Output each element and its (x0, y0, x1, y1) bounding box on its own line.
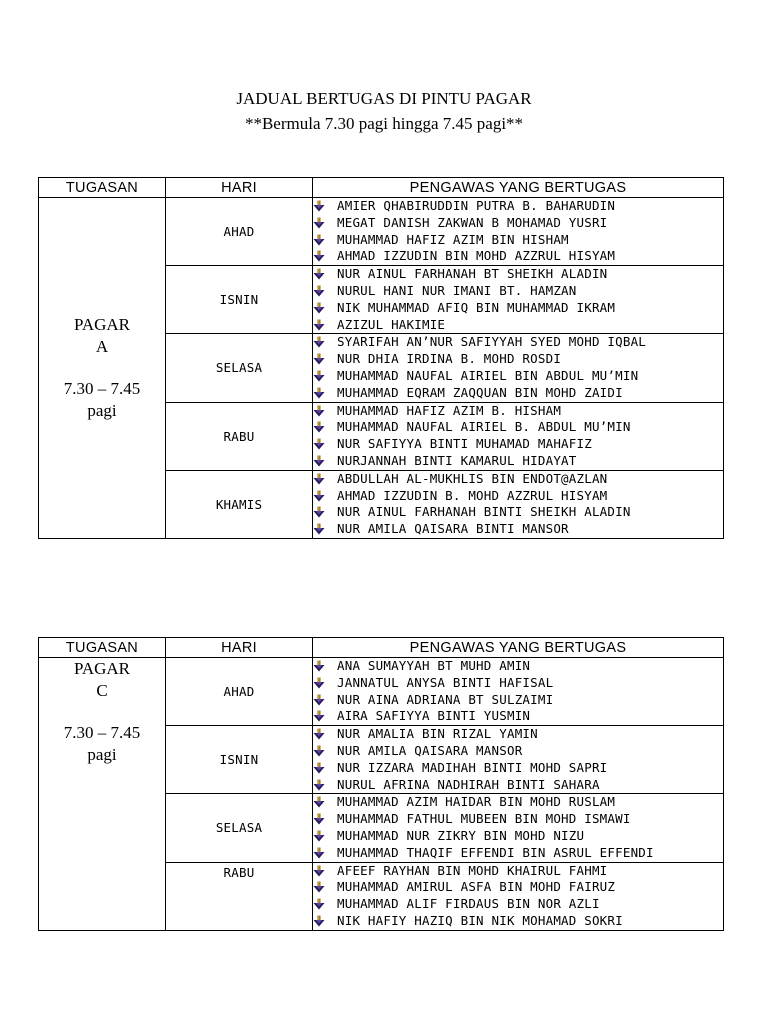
list-item (313, 283, 723, 300)
list-item (313, 436, 723, 453)
arrow-down-bullet-icon (313, 217, 325, 229)
prefect-name: NIK MUHAMMAD AFIQ BIN MUHAMMAD IKRAM (337, 299, 616, 315)
list-item (313, 760, 723, 777)
gate-time: 7.30 – 7.45 (63, 723, 141, 742)
arrow-down-bullet-icon (313, 302, 325, 314)
day-cell-selasa: SELASA (166, 794, 313, 862)
col-header-pengawas: PENGAWAS YANG BERTUGAS (313, 178, 724, 198)
day-cell-ahad: AHAD (166, 658, 313, 726)
day-cell-isnin: ISNIN (166, 726, 313, 794)
table-header-row (39, 178, 724, 198)
prefect-name: ABDULLAH AL-MUKHLIS BIN ENDOT@AZLAN (337, 470, 608, 486)
prefect-name: NIK HAFIY HAZIQ BIN NIK MOHAMAD SOKRI (337, 912, 623, 928)
list-item (313, 845, 723, 862)
prefect-name: NUR AMILA QAISARA BINTI MANSOR (337, 521, 569, 537)
names-cell (313, 198, 724, 266)
prefect-name: SYARIFAH AN’NUR SAFIYYAH SYED MOHD IQBAL (337, 334, 647, 350)
list-item (313, 334, 723, 351)
gate-label: PAGAR (73, 659, 131, 678)
page-title: JADUAL BERTUGAS DI PINTU PAGAR (236, 89, 532, 108)
day-cell-khamis: KHAMIS (166, 470, 313, 538)
prefect-name: MEGAT DANISH ZAKWAN B MOHAMAD YUSRI (337, 214, 608, 230)
prefect-name: NURJANNAH BINTI KAMARUL HIDAYAT (337, 452, 577, 468)
arrow-down-bullet-icon (313, 234, 325, 246)
arrow-down-bullet-icon (313, 694, 325, 706)
arrow-down-bullet-icon (313, 200, 325, 212)
table-row (39, 658, 724, 726)
arrow-down-bullet-icon (313, 490, 325, 502)
arrow-down-bullet-icon (313, 285, 325, 297)
list-item (313, 863, 723, 880)
col-header-tugasan: TUGASAN (39, 178, 166, 198)
prefect-name: AMIER QHABIRUDDIN PUTRA B. BAHARUDIN (337, 198, 616, 213)
list-item (313, 385, 723, 402)
list-item (313, 504, 723, 521)
prefect-name: NUR AINUL FARHANAH BINTI SHEIKH ALADIN (337, 504, 631, 520)
day-cell-selasa: SELASA (166, 334, 313, 402)
gate-letter: A (95, 336, 109, 356)
arrow-down-bullet-icon (313, 473, 325, 485)
list-item (313, 896, 723, 913)
arrow-down-bullet-icon (313, 813, 325, 825)
names-cell (313, 334, 724, 402)
prefect-name: NUR DHIA IRDINA B. MOHD ROSDI (337, 351, 562, 367)
duty-table-pagar-a (38, 177, 724, 539)
table-header-row (39, 638, 724, 658)
list-item (313, 232, 723, 249)
arrow-down-bullet-icon (313, 830, 325, 842)
arrow-down-bullet-icon (313, 370, 325, 382)
list-item (313, 266, 723, 283)
prefect-name: MUHAMMAD AMIRUL ASFA BIN MOHD FAIRUZ (337, 879, 616, 895)
gate-cell (39, 658, 166, 931)
arrow-down-bullet-icon (313, 387, 325, 399)
prefect-name: JANNATUL ANYSA BINTI HAFISAL (337, 674, 554, 690)
list-item (313, 675, 723, 692)
prefect-name: NUR AMILA QAISARA MANSOR (337, 742, 523, 758)
prefect-name: AIRA SAFIYYA BINTI YUSMIN (337, 708, 531, 724)
col-header-tugasan: TUGASAN (39, 638, 166, 658)
list-item (313, 879, 723, 896)
arrow-down-bullet-icon (313, 523, 325, 535)
prefect-name: MUHAMMAD NAUFAL AIRIEL B. ABDUL MU’MIN (337, 419, 631, 435)
names-cell (313, 402, 724, 470)
list-item (313, 692, 723, 709)
arrow-down-bullet-icon (313, 268, 325, 280)
names-list (313, 403, 723, 470)
arrow-down-bullet-icon (313, 677, 325, 689)
names-cell (313, 658, 724, 726)
arrow-down-bullet-icon (313, 865, 325, 877)
list-item (313, 658, 723, 675)
prefect-name: MUHAMMAD FATHUL MUBEEN BIN MOHD ISMAWI (337, 811, 631, 827)
names-cell (313, 726, 724, 794)
arrow-down-bullet-icon (313, 881, 325, 893)
list-item (313, 521, 723, 538)
names-cell (313, 794, 724, 862)
list-item (313, 419, 723, 436)
gate-cell (39, 198, 166, 539)
names-cell (313, 862, 724, 930)
col-header-hari: HARI (166, 638, 313, 658)
prefect-name: NUR AINUL FARHANAH BT SHEIKH ALADIN (337, 266, 608, 282)
arrow-down-bullet-icon (313, 745, 325, 757)
arrow-down-bullet-icon (313, 796, 325, 808)
arrow-down-bullet-icon (313, 438, 325, 450)
names-list (313, 726, 723, 793)
arrow-down-bullet-icon (313, 898, 325, 910)
gate-label: PAGAR (73, 314, 131, 334)
names-cell (313, 470, 724, 538)
prefect-name: AFEEF RAYHAN BIN MOHD KHAIRUL FAHMI (337, 862, 608, 878)
list-item (313, 471, 723, 488)
names-list (313, 658, 723, 725)
arrow-down-bullet-icon (313, 455, 325, 467)
arrow-down-bullet-icon (313, 405, 325, 417)
arrow-down-bullet-icon (313, 762, 325, 774)
arrow-down-bullet-icon (313, 421, 325, 433)
names-list (313, 863, 723, 930)
gate-time-suffix: pagi (87, 745, 117, 764)
list-item (313, 300, 723, 317)
list-item (313, 828, 723, 845)
list-item (313, 248, 723, 265)
prefect-name: NUR AMALIA BIN RIZAL YAMIN (337, 726, 538, 742)
list-item (313, 726, 723, 743)
prefect-name: NUR IZZARA MADIHAH BINTI MOHD SAPRI (337, 759, 608, 775)
names-cell (313, 266, 724, 334)
day-cell-rabu: RABU (166, 402, 313, 470)
prefect-name: NURUL HANI NUR IMANI BT. HAMZAN (337, 282, 577, 298)
duty-table-pagar-c (38, 637, 724, 931)
prefect-name: ANA SUMAYYAH BT MUHD AMIN (337, 658, 531, 673)
prefect-name: NURUL AFRINA NADHIRAH BINTI SAHARA (337, 776, 600, 792)
prefect-name: MUHAMMAD HAFIZ AZIM B. HISHAM (337, 402, 562, 418)
list-item (313, 317, 723, 334)
arrow-down-bullet-icon (313, 353, 325, 365)
col-header-hari: HARI (166, 178, 313, 198)
list-item (313, 488, 723, 505)
arrow-down-bullet-icon (313, 915, 325, 927)
prefect-name: MUHAMMAD HAFIZ AZIM BIN HISHAM (337, 231, 569, 247)
arrow-down-bullet-icon (313, 728, 325, 740)
arrow-down-bullet-icon (313, 660, 325, 672)
list-item (313, 708, 723, 725)
col-header-pengawas: PENGAWAS YANG BERTUGAS (313, 638, 724, 658)
list-item (313, 913, 723, 930)
arrow-down-bullet-icon (313, 250, 325, 262)
prefect-name: AZIZUL HAKIMIE (337, 316, 446, 332)
prefect-name: AHMAD IZZUDIN BIN MOHD AZZRUL HISYAM (337, 248, 616, 264)
prefect-name: MUHAMMAD ALIF FIRDAUS BIN NOR AZLI (337, 896, 600, 912)
arrow-down-bullet-icon (313, 506, 325, 518)
names-list (313, 266, 723, 333)
gate-time: 7.30 – 7.45 (63, 378, 141, 398)
list-item (313, 743, 723, 760)
arrow-down-bullet-icon (313, 847, 325, 859)
day-cell-isnin: ISNIN (166, 266, 313, 334)
arrow-down-bullet-icon (313, 336, 325, 348)
list-item (313, 198, 723, 215)
day-cell-rabu: RABU (166, 862, 313, 930)
arrow-down-bullet-icon (313, 779, 325, 791)
prefect-name: NUR SAFIYYA BINTI MUHAMAD MAHAFIZ (337, 436, 592, 452)
day-cell-ahad: AHAD (166, 198, 313, 266)
list-item (313, 368, 723, 385)
prefect-name: AHMAD IZZUDIN B. MOHD AZZRUL HISYAM (337, 487, 608, 503)
list-item (313, 403, 723, 420)
list-item (313, 453, 723, 470)
arrow-down-bullet-icon (313, 710, 325, 722)
prefect-name: MUHAMMAD EQRAM ZAQQUAN BIN MOHD ZAIDI (337, 384, 623, 400)
list-item (313, 777, 723, 794)
arrow-down-bullet-icon (313, 319, 325, 331)
list-item (313, 351, 723, 368)
table-row (39, 198, 724, 266)
prefect-name: MUHAMMAD AZIM HAIDAR BIN MOHD RUSLAM (337, 794, 616, 810)
names-list (313, 334, 723, 401)
prefect-name: MUHAMMAD THAQIF EFFENDI BIN ASRUL EFFENDI (337, 844, 654, 860)
names-list (313, 471, 723, 538)
gate-time-suffix: pagi (87, 400, 117, 420)
prefect-name: MUHAMMAD NAUFAL AIRIEL BIN ABDUL MU’MIN (337, 367, 639, 383)
page-subtitle: **Bermula 7.30 pagi hingga 7.45 pagi** (244, 114, 524, 133)
names-list (313, 794, 723, 861)
list-item (313, 794, 723, 811)
prefect-name: NUR AINA ADRIANA BT SULZAIMI (337, 691, 554, 707)
list-item (313, 811, 723, 828)
gate-letter: C (96, 681, 108, 700)
list-item (313, 215, 723, 232)
names-list (313, 198, 723, 265)
prefect-name: MUHAMMAD NUR ZIKRY BIN MOHD NIZU (337, 827, 585, 843)
